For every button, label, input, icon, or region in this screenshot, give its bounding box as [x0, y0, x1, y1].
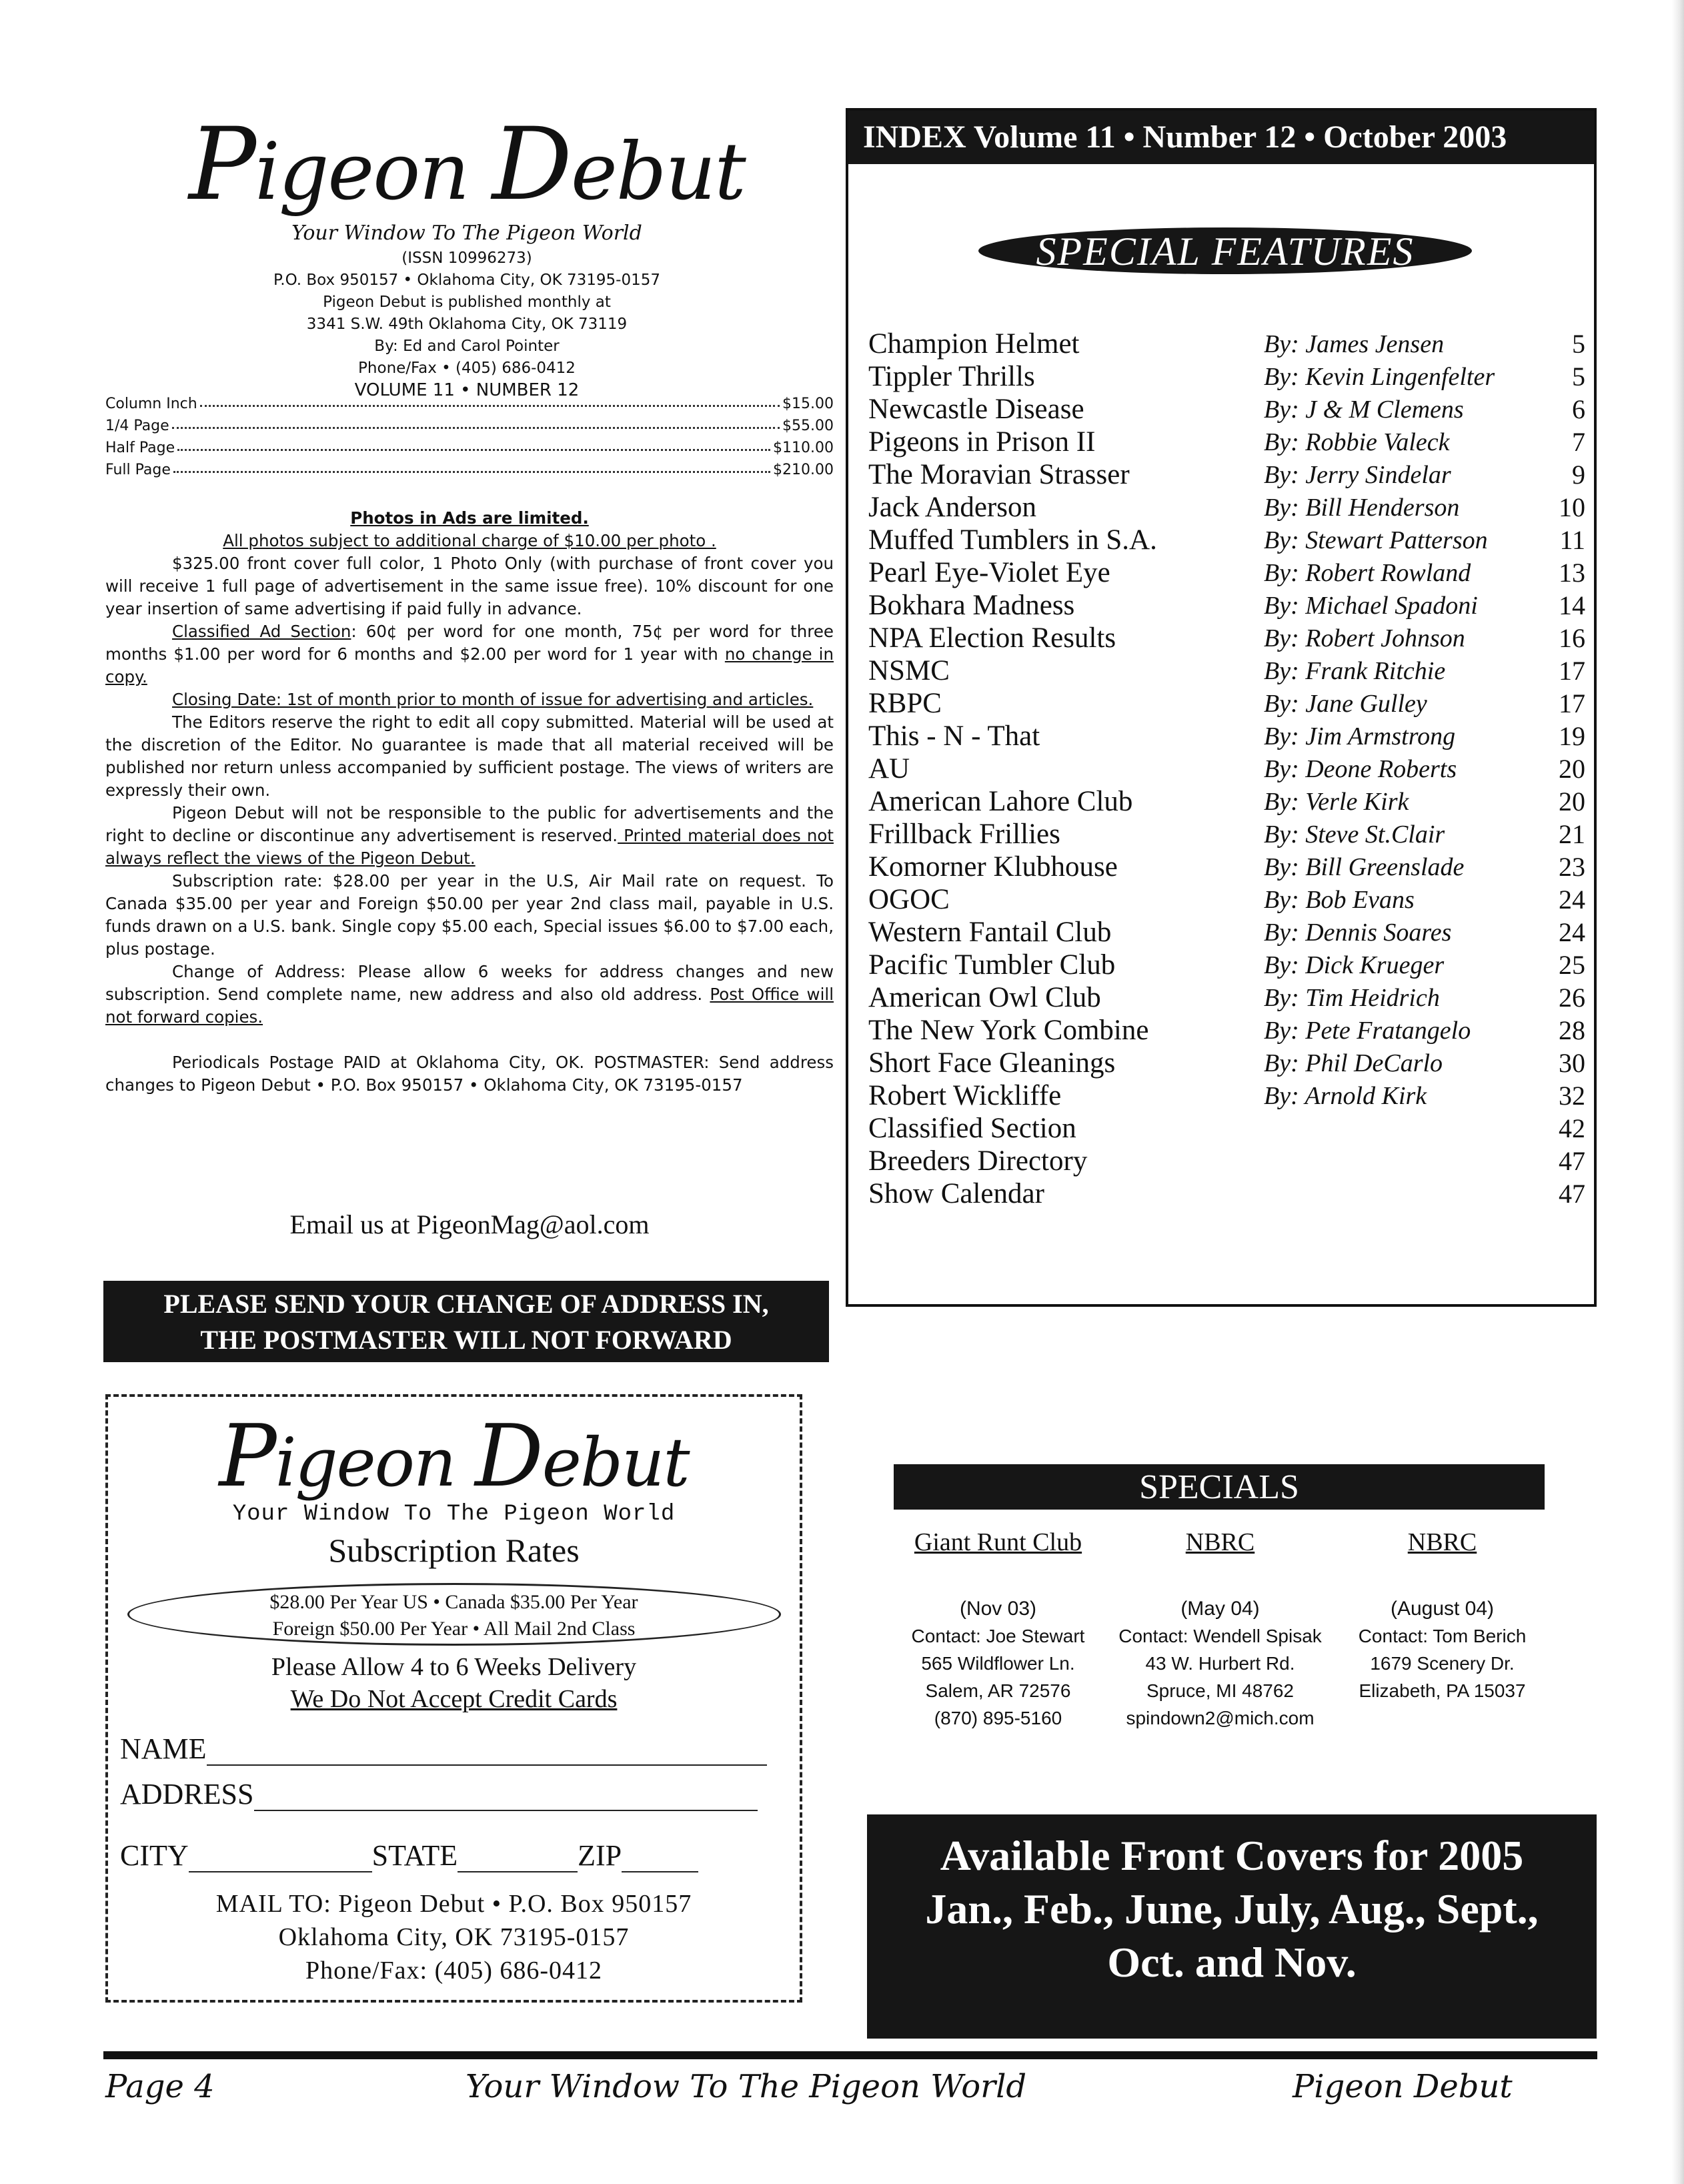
special-item [1331, 1528, 1553, 1732]
toc-title: RBPC [868, 688, 942, 719]
toc-author: By: Jane Gulley [1264, 689, 1427, 718]
special-item [1109, 1528, 1331, 1732]
toc-title: Classified Section [868, 1113, 1076, 1144]
toc-page-number: 11 [1559, 525, 1585, 555]
toc-title: Show Calendar [868, 1178, 1044, 1209]
special-date: (August 04) [1390, 1598, 1495, 1620]
phone: Phone/Fax • (405) 686-0412 [358, 360, 576, 377]
special-club: NBRC [1407, 1528, 1477, 1556]
toc-entry [868, 458, 1585, 491]
toc-page-number: 19 [1559, 721, 1585, 751]
toc-page-number: 32 [1559, 1081, 1585, 1111]
toc-page-number: 28 [1559, 1015, 1585, 1045]
coupon-tagline: Your Window To The Pigeon World [232, 1501, 676, 1527]
toc-entry [868, 556, 1585, 589]
toc-page-number: 26 [1559, 983, 1585, 1013]
toc-page-number: 5 [1572, 329, 1585, 359]
toc-author: By: J & M Clemens [1264, 395, 1464, 424]
covers-line: Jan., Feb., June, July, Aug., Sept., [925, 1885, 1539, 1933]
page-number: Page 4 [105, 2068, 215, 2105]
oval-line: Foreign $50.00 Per Year • All Mail 2nd Class [272, 1617, 636, 1640]
special-address: 43 W. Hurbert Rd. [1145, 1653, 1295, 1674]
publishers: By: Ed and Carol Pointer [374, 338, 560, 355]
toc-title: Pearl Eye-Violet Eye [868, 557, 1110, 588]
toc-page-number: 9 [1572, 460, 1585, 490]
toc-entry [868, 851, 1585, 883]
toc-entry [868, 818, 1585, 851]
table-of-contents [868, 328, 1585, 1210]
page-footer [105, 2068, 1593, 2115]
toc-title: Western Fantail Club [868, 917, 1112, 948]
covers-line: Oct. and Nov. [1107, 1939, 1357, 1986]
mailing-address: P.O. Box 950157 • Oklahoma City, OK 73195-0157 [273, 271, 660, 289]
toc-title: This - N - That [868, 720, 1040, 752]
toc-entry [868, 360, 1585, 393]
toc-page-number: 23 [1559, 852, 1585, 882]
toc-page-number: 17 [1559, 688, 1585, 718]
photos-limited: Photos in Ads are limited. [350, 508, 589, 528]
index-header: INDEX Volume 11 • Number 12 • October 2003 [848, 111, 1594, 164]
mail-line: Phone/Fax: (405) 686-0412 [305, 1956, 603, 1985]
special-club: Giant Runt Club [914, 1528, 1082, 1556]
name-label: NAME [120, 1732, 207, 1765]
subscription-coupon [105, 1394, 802, 2003]
advertising-policy [105, 507, 834, 1097]
toc-title: Komorner Klubhouse [868, 851, 1118, 883]
toc-author: By: Kevin Lingenfelter [1264, 362, 1495, 391]
toc-title: The New York Combine [868, 1015, 1149, 1046]
email-contact: Email us at PigeonMag@aol.com [289, 1209, 650, 1239]
address-field[interactable] [120, 1766, 787, 1811]
toc-entry [868, 524, 1585, 556]
footer-rule [103, 2051, 1597, 2059]
state-blank[interactable] [458, 1846, 578, 1872]
toc-entry [868, 1014, 1585, 1047]
rate-row: Full Page $210.00 [105, 462, 834, 478]
toc-entry [868, 426, 1585, 458]
city-blank[interactable] [189, 1846, 372, 1872]
published-note: Pigeon Debut is published monthly at [323, 294, 611, 311]
toc-author: By: Verle Kirk [1264, 787, 1409, 816]
toc-entry [868, 687, 1585, 720]
toc-page-number: 5 [1572, 362, 1585, 392]
delivery-note: Please Allow 4 to 6 Weeks Delivery [271, 1652, 637, 1681]
available-covers-box [867, 1814, 1597, 2039]
special-city: Elizabeth, PA 15037 [1359, 1680, 1526, 1701]
special-city: Salem, AR 72576 [925, 1680, 1071, 1701]
special-club: NBRC [1185, 1528, 1255, 1556]
toc-page-number: 24 [1559, 917, 1585, 947]
toc-title: Short Face Gleanings [868, 1047, 1116, 1079]
toc-title: AU [868, 753, 910, 784]
toc-author: By: Dennis Soares [1264, 918, 1452, 947]
toc-entry [868, 883, 1585, 916]
special-date: (May 04) [1180, 1598, 1260, 1620]
toc-entry [868, 1079, 1585, 1112]
toc-author: By: Bill Greenslade [1264, 853, 1465, 881]
volume-number: VOLUME 11 • NUMBER 12 [354, 380, 580, 400]
subscription-title: Subscription Rates [328, 1531, 580, 1569]
toc-title: OGOC [868, 884, 950, 915]
toc-entry [868, 949, 1585, 981]
special-email: spindown2@mich.com [1126, 1708, 1315, 1728]
toc-author: By: Frank Ritchie [1264, 656, 1446, 685]
toc-author: By: Michael Spadoni [1264, 591, 1478, 620]
oval-line: $28.00 Per Year US • Canada $35.00 Per Year [269, 1590, 638, 1613]
special-phone: (870) 895-5160 [934, 1708, 1062, 1728]
toc-title: NSMC [868, 655, 950, 686]
address-label: ADDRESS [120, 1777, 254, 1810]
postmaster-banner [103, 1281, 829, 1362]
special-address: 565 Wildflower Ln. [921, 1653, 1075, 1674]
address-blank[interactable] [254, 1784, 758, 1811]
toc-page-number: 17 [1559, 656, 1585, 686]
toc-entry [868, 328, 1585, 360]
toc-entry [868, 1145, 1585, 1177]
toc-page-number: 24 [1559, 885, 1585, 915]
toc-author: By: James Jensen [1264, 330, 1445, 358]
special-city: Spruce, MI 48762 [1146, 1680, 1295, 1701]
toc-page-number: 13 [1559, 558, 1585, 588]
toc-title: American Owl Club [868, 982, 1101, 1013]
toc-title: Breeders Directory [868, 1145, 1088, 1177]
toc-author: By: Phil DeCarlo [1264, 1049, 1443, 1077]
masthead-info [100, 247, 834, 402]
zip-blank[interactable] [622, 1846, 698, 1872]
subscription-rate-note: Subscription rate: $28.00 per year in the U.S, Air Mail rate on request. To Canada $35.00 per year and Foreign $50.00 per year 2nd class mail, payable in U.S. funds drawn on a U.S. bank. Single copy $5.00 each, Special issues $6.00 to $7.00 each, plus postage. [105, 871, 834, 959]
toc-page-number: 6 [1572, 394, 1585, 424]
footer-tagline: Your Window To The Pigeon World [466, 2068, 1027, 2105]
rate-row: Column Inch $15.00 [105, 396, 834, 412]
street-address: 3341 S.W. 49th Oklahoma City, OK 73119 [306, 316, 628, 333]
toc-entry [868, 1047, 1585, 1079]
city-label: CITY [120, 1838, 189, 1872]
ad-rates [105, 390, 834, 478]
toc-author: By: Bob Evans [1264, 885, 1415, 914]
zip-label: ZIP [578, 1838, 622, 1872]
special-date: (Nov 03) [959, 1598, 1037, 1620]
special-features-badge: SPECIAL FEATURES [978, 227, 1472, 274]
change-of-address-note: Change of Address: Please allow 6 weeks for address changes and new subscription. Send complete name, new address and also old address. Post Office will not forward copies. [105, 962, 834, 1027]
toc-title: Newcastle Disease [868, 394, 1084, 425]
toc-entry [868, 1177, 1585, 1210]
banner-line: THE POSTMASTER WILL NOT FORWARD [200, 1325, 732, 1355]
front-cover-note: $325.00 front cover full color, 1 Photo Only (with purchase of front cover you will receive 1 full page of advertisement in the same issue free). 10% discount for one year insertion of same advertising if paid fully in advance. [105, 554, 834, 618]
toc-entry [868, 916, 1585, 949]
special-contact: Contact: Joe Stewart [911, 1626, 1085, 1646]
toc-title: NPA Election Results [868, 622, 1116, 654]
mail-line: Oklahoma City, OK 73195-0157 [278, 1923, 630, 1951]
mail-line: MAIL TO: Pigeon Debut • P.O. Box 950157 [215, 1889, 692, 1918]
toc-title: American Lahore Club [868, 786, 1133, 817]
toc-page-number: 47 [1559, 1146, 1585, 1176]
masthead-tagline: Your Window To The Pigeon World [291, 221, 642, 245]
classified-note: Classified Ad Section: 60¢ per word for one month, 75¢ per word for three months $1.00 per word for 6 months and $2.00 per word for 1 year with no change in copy. [105, 622, 834, 686]
toc-author: By: Tim Heidrich [1264, 983, 1440, 1012]
footer-title: Pigeon Debut [1293, 2068, 1513, 2105]
toc-page-number: 10 [1559, 492, 1585, 522]
toc-page-number: 42 [1559, 1113, 1585, 1143]
toc-author: By: Deone Roberts [1264, 754, 1457, 783]
photo-charge: All photos subject to additional charge of $10.00 per photo . [223, 531, 716, 550]
toc-title: Frillback Frillies [868, 818, 1060, 850]
scan-edge [1672, 0, 1684, 2184]
mail-to [108, 1887, 800, 1987]
toc-title: Pacific Tumbler Club [868, 949, 1116, 981]
banner-line: PLEASE SEND YOUR CHANGE OF ADDRESS IN, [163, 1289, 769, 1319]
special-address: 1679 Scenery Dr. [1370, 1653, 1515, 1674]
toc-page-number: 14 [1559, 590, 1585, 620]
issn: (ISSN 10996273) [401, 249, 532, 267]
toc-author: By: Stewart Patterson [1264, 526, 1488, 554]
pigeon-debut-logo: Pigeon Debut [189, 107, 745, 223]
toc-page-number: 20 [1559, 786, 1585, 816]
toc-entry [868, 981, 1585, 1014]
toc-entry [868, 752, 1585, 785]
toc-author: By: Jim Armstrong [1264, 722, 1456, 750]
rate-row: 1/4 Page $55.00 [105, 418, 834, 434]
no-credit-cards: We Do Not Accept Credit Cards [290, 1684, 618, 1713]
toc-entry [868, 785, 1585, 818]
toc-entry [868, 1112, 1585, 1145]
city-state-zip-field[interactable] [120, 1827, 787, 1872]
toc-title: Muffed Tumblers in S.A. [868, 524, 1157, 556]
toc-author: By: Robert Johnson [1264, 624, 1465, 652]
toc-entry [868, 622, 1585, 654]
toc-entry [868, 720, 1585, 752]
state-label: STATE [371, 1838, 458, 1872]
specials-list [887, 1528, 1554, 1732]
toc-entry [868, 589, 1585, 622]
toc-title: Tippler Thrills [868, 361, 1035, 392]
toc-author: By: Jerry Sindelar [1264, 460, 1451, 489]
specials-header: SPECIALS [894, 1464, 1545, 1510]
toc-entry [868, 393, 1585, 426]
toc-author: By: Robert Rowland [1264, 558, 1471, 587]
toc-page-number: 47 [1559, 1179, 1585, 1209]
editors-note: The Editors reserve the right to edit all copy submitted. Material will be used at the discretion of the Editor. No guarantee is made that all material received will be published nor return unless accompanied by sufficient postage. The views of writers are expressly their own. [105, 712, 834, 800]
toc-title: Jack Anderson [868, 492, 1036, 523]
special-contact: Contact: Tom Berich [1358, 1626, 1527, 1646]
special-item [887, 1528, 1109, 1732]
closing-date: Closing Date: 1st of month prior to month of issue for advertising and articles. [172, 690, 814, 709]
periodicals-note: Periodicals Postage PAID at Oklahoma City, OK. POSTMASTER: Send address changes to Pigeon Debut • P.O. Box 950157 • Oklahoma City, OK 73195-0157 [105, 1053, 834, 1095]
toc-page-number: 20 [1559, 754, 1585, 784]
toc-author: By: Robbie Valeck [1264, 428, 1450, 456]
toc-title: The Moravian Strasser [868, 459, 1130, 490]
toc-page-number: 21 [1559, 819, 1585, 849]
toc-title: Bokhara Madness [868, 590, 1075, 621]
rate-row: Half Page $110.00 [105, 440, 834, 456]
toc-author: By: Bill Henderson [1264, 493, 1460, 522]
name-field[interactable] [120, 1720, 787, 1766]
toc-author: By: Dick Krueger [1264, 951, 1445, 979]
toc-author: By: Pete Fratangelo [1264, 1016, 1471, 1045]
toc-page-number: 16 [1559, 623, 1585, 653]
rates-oval [127, 1583, 781, 1646]
special-contact: Contact: Wendell Spisak [1118, 1626, 1322, 1646]
toc-author: By: Arnold Kirk [1264, 1081, 1427, 1110]
covers-line: Available Front Covers for 2005 [940, 1832, 1524, 1879]
responsibility-note: Pigeon Debut will not be responsible to the public for advertisements and the right to decline or discontinue any advertisement is reserved. Printed material does not always reflect the views of the Pigeon Debut. [105, 803, 834, 868]
toc-author: By: Steve St.Clair [1264, 820, 1445, 849]
pigeon-debut-logo: Pigeon Debut [219, 1407, 689, 1506]
toc-title: Pigeons in Prison II [868, 426, 1096, 458]
toc-entry [868, 491, 1585, 524]
name-blank[interactable] [207, 1739, 767, 1766]
toc-entry [868, 654, 1585, 687]
toc-page-number: 30 [1559, 1048, 1585, 1078]
index-box [846, 108, 1597, 1307]
toc-page-number: 25 [1559, 950, 1585, 980]
masthead [100, 107, 834, 402]
toc-page-number: 7 [1572, 427, 1585, 457]
toc-title: Robert Wickliffe [868, 1080, 1062, 1111]
toc-title: Champion Helmet [868, 328, 1080, 360]
